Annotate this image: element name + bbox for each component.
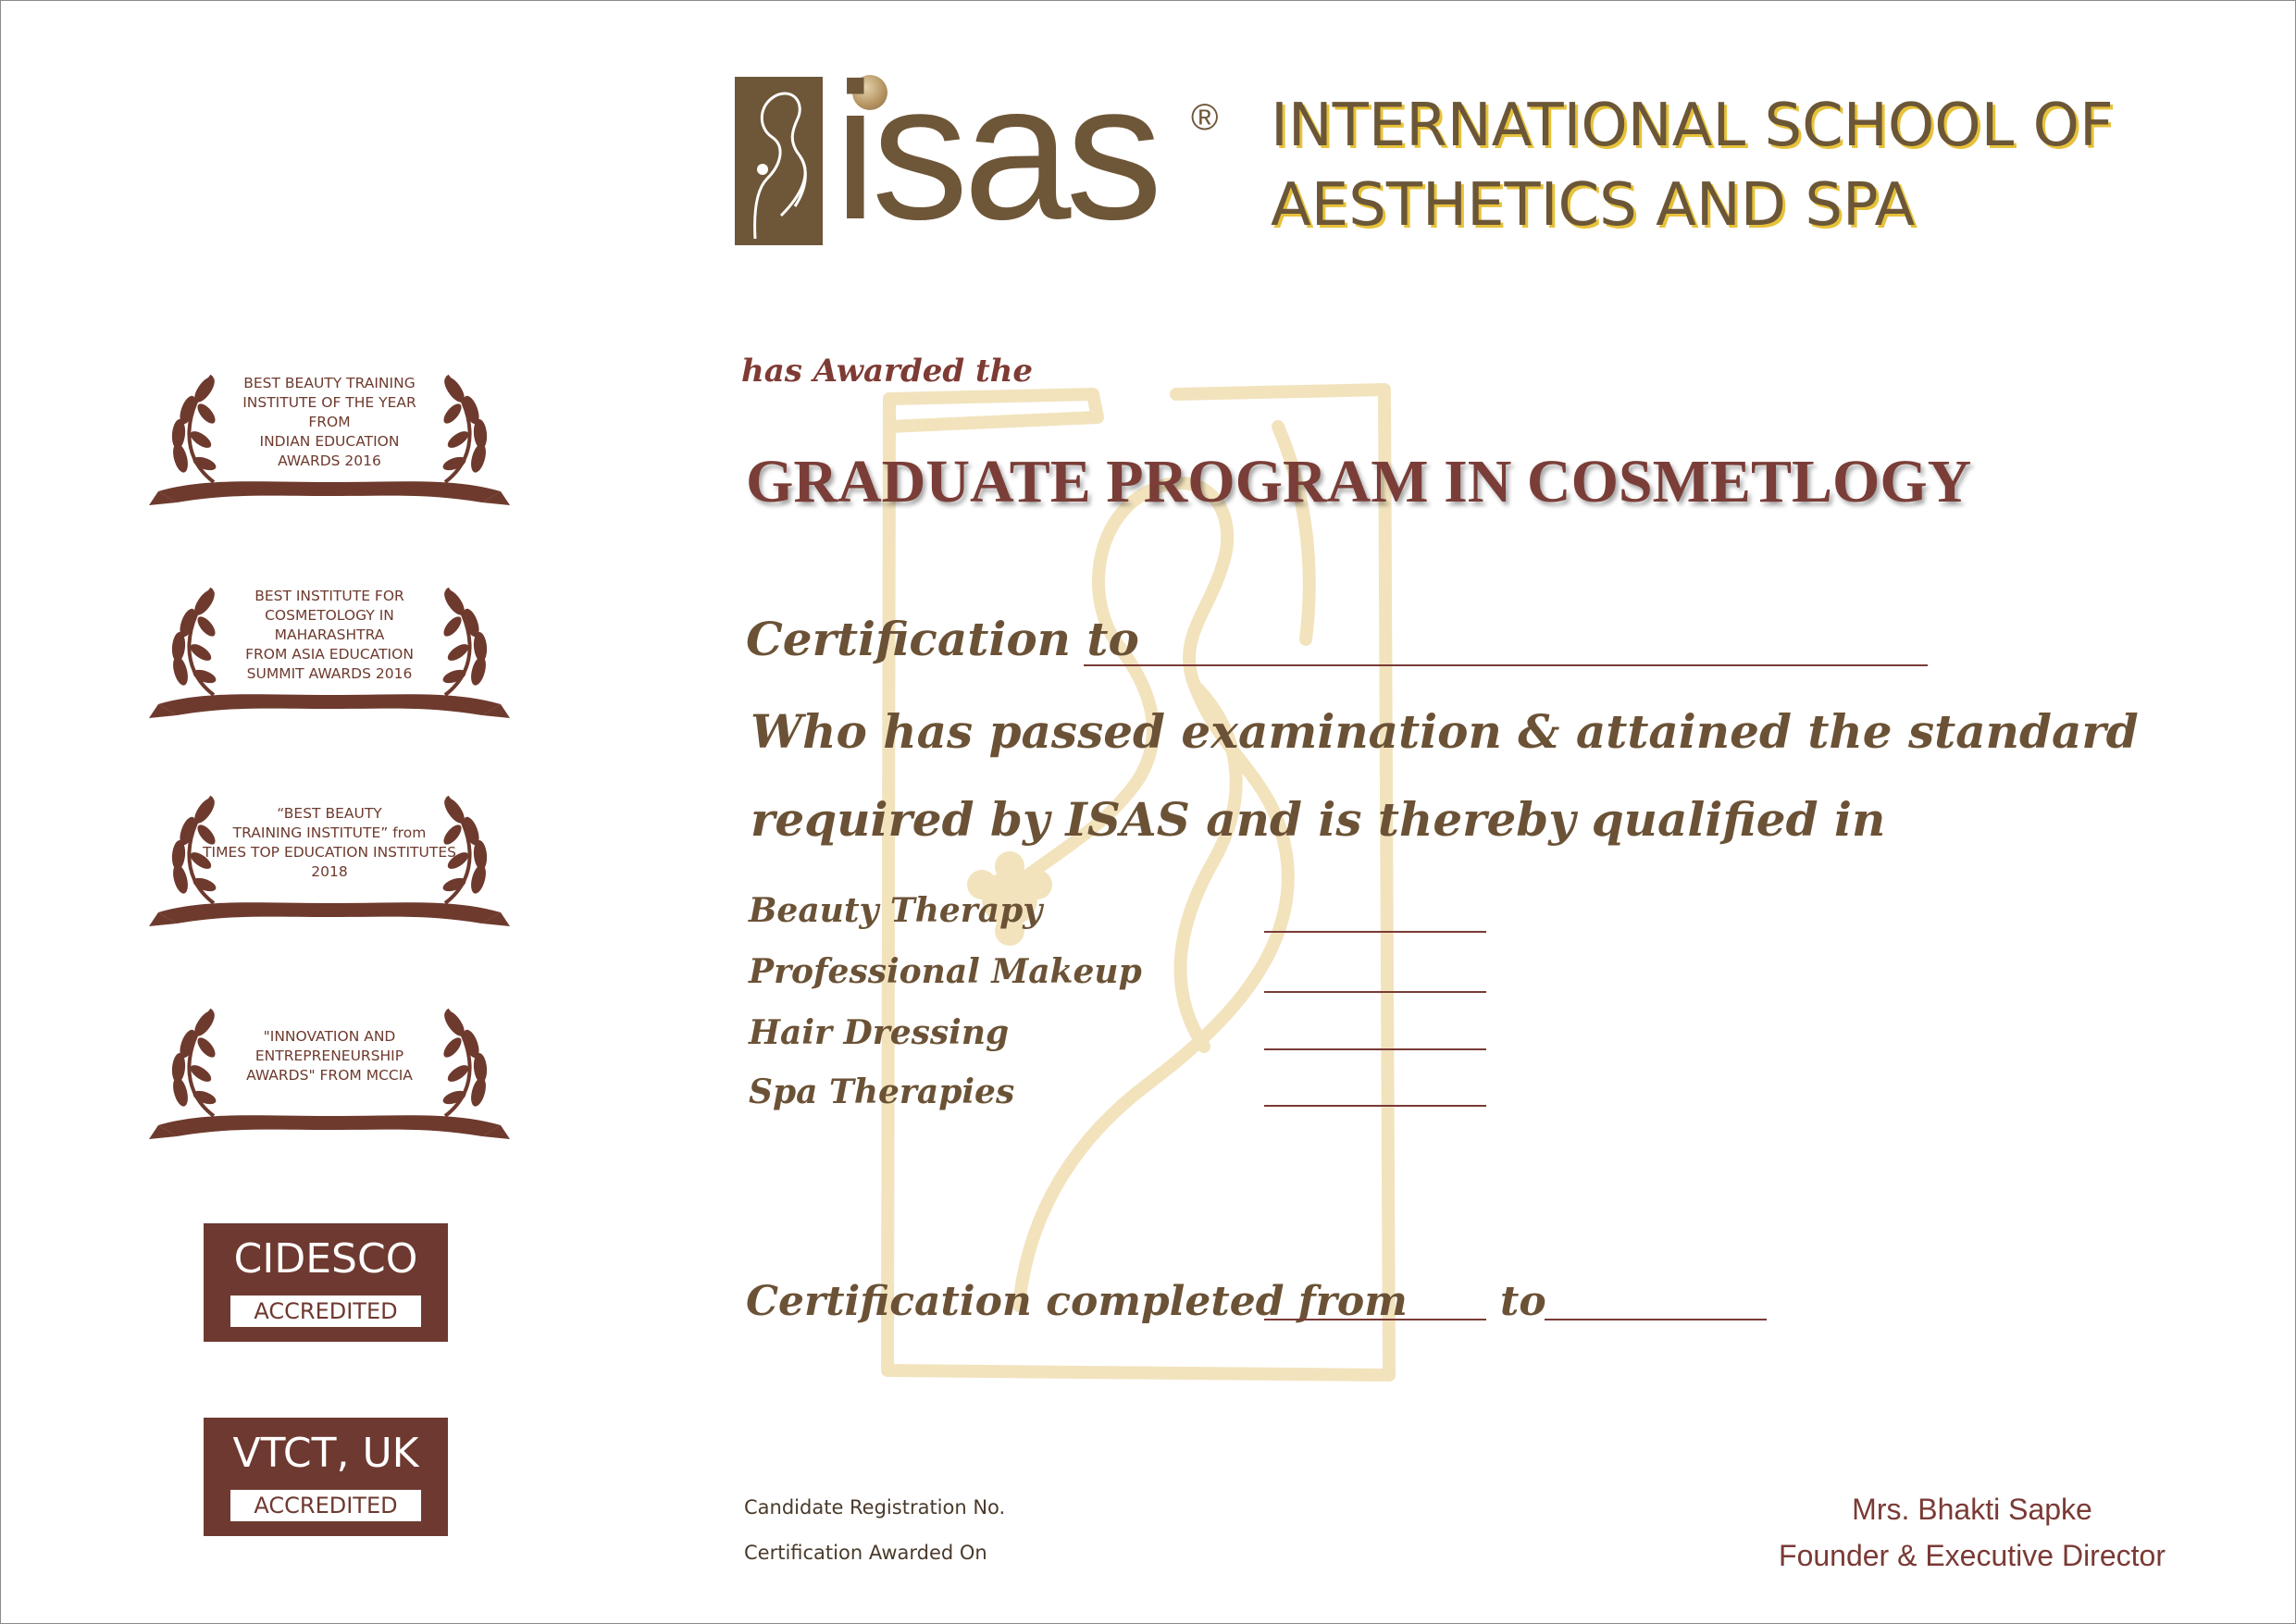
program-title: GRADUATE PROGRAM IN COSMETLOGY [746, 448, 1972, 515]
subject-grade-line [1264, 931, 1486, 933]
completed-to-label: to [1500, 1278, 1546, 1325]
signatory-name: Mrs. Bhakti Sapke [1852, 1493, 2092, 1526]
subject-grade-line [1264, 991, 1486, 993]
awarded-text: has Awarded the [741, 353, 1034, 390]
subject-label: Spa Therapies [749, 1072, 1015, 1111]
award-badge [149, 774, 510, 949]
accreditation-subtitle: ACCREDITED [230, 1295, 421, 1327]
subject-label: Beauty Therapy [749, 891, 1043, 930]
signatory-title: Founder & Executive Director [1779, 1539, 2166, 1572]
qualification-statement-line2: required by ISAS and is thereby qualified in [751, 792, 1886, 847]
completed-from-label: Certification completed from [746, 1278, 1408, 1325]
school-name [1271, 86, 2114, 245]
registration-number-label: Candidate Registration No. [744, 1496, 1006, 1519]
awarded-on-label: Certification Awarded On [744, 1542, 987, 1564]
isas-logo-icon [735, 77, 823, 245]
start-date-line [1264, 1319, 1486, 1320]
award-badge [149, 986, 510, 1162]
recipient-name-line [1084, 664, 1928, 666]
award-badge [149, 565, 510, 741]
subject-label: Hair Dressing [749, 1013, 1010, 1052]
award-text: BEST BEAUTY TRAINING INSTITUTE OF THE YEAR FROM INDIAN EDUCATION AWARDS 2016 [242, 374, 416, 469]
qualification-statement-line1: Who has passed examination & attained the standard [751, 704, 2139, 759]
award-text: “BEST BEAUTY TRAINING INSTITUTE” from TIMES TOP EDUCATION INSTITUTES 2018 [203, 805, 456, 880]
watermark-figure-icon [871, 380, 1408, 1389]
subject-grade-line [1264, 1105, 1486, 1107]
school-name-line1: INTERNATIONAL SCHOOL OF [1271, 92, 2114, 160]
certification-to-label: Certification to [746, 612, 1139, 666]
subject-grade-line [1264, 1048, 1486, 1050]
accreditation-title: VTCT, UK [232, 1430, 419, 1477]
accreditation-badge-cidesco [204, 1223, 448, 1342]
award-text: BEST INSTITUTE FOR COSMETOLOGY IN MAHARASHTRA FROM ASIA EDUCATION SUMMIT AWARDS 2016 [245, 587, 414, 682]
accreditation-badge-vtct [204, 1418, 448, 1536]
award-text: "INNOVATION AND ENTREPRENEURSHIP AWARDS" FROM MCCIA [246, 1027, 413, 1084]
award-badge [149, 353, 510, 528]
logo-wordmark: isas [834, 43, 1158, 260]
accreditation-subtitle: ACCREDITED [230, 1490, 421, 1521]
signatory-block [1694, 1486, 2250, 1579]
registered-mark: ® [1191, 97, 1219, 138]
end-date-line [1545, 1319, 1767, 1320]
accreditation-title: CIDESCO [233, 1235, 418, 1283]
school-name-line2: AESTHETICS AND SPA [1271, 171, 1916, 240]
subject-label: Professional Makeup [749, 952, 1142, 991]
